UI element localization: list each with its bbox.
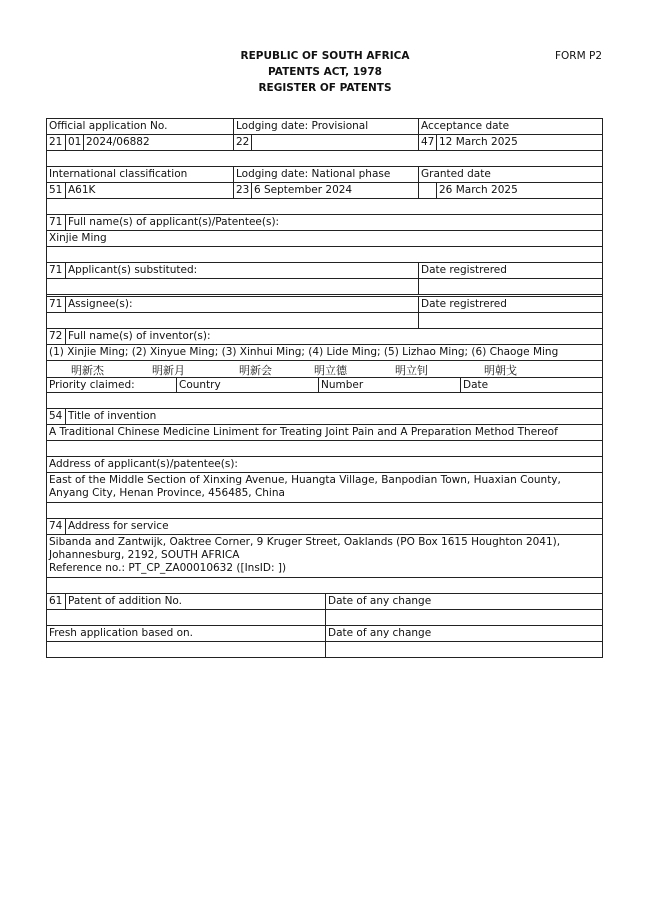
inventor-chinese-2: 明新月 <box>152 364 185 377</box>
provisional-date <box>251 135 418 150</box>
inventor-names-row <box>46 345 603 361</box>
addition-value-row <box>46 610 603 626</box>
applicant-label-row <box>46 215 603 231</box>
header-country: REPUBLIC OF SOUTH AFRICA <box>240 50 410 62</box>
assignee-label: Assignee(s): <box>65 297 418 312</box>
service-value-row <box>46 535 603 578</box>
title-value-row <box>46 425 603 441</box>
title-label-row <box>46 409 603 425</box>
fresh-change-label: Date of any change <box>325 626 604 641</box>
priority-date: Date <box>460 378 604 392</box>
addition-value <box>47 610 325 625</box>
header-act: PATENTS ACT, 1978 <box>268 66 382 78</box>
applicant-name: Xinjie Ming <box>49 232 107 244</box>
assignee-date <box>418 313 604 328</box>
inventor-chinese-3: 明新会 <box>239 364 272 377</box>
assignee-value <box>47 313 418 328</box>
code-23: 23 <box>233 183 251 198</box>
code-74: 74 <box>49 520 63 532</box>
code-71: 71 <box>49 298 63 310</box>
assignee-label-row <box>46 297 603 313</box>
granted-date: 26 March 2025 <box>436 183 604 198</box>
code-54: 54 <box>49 410 63 422</box>
spacer-row <box>46 441 603 457</box>
assignee-value-row <box>46 313 603 329</box>
lodging-provisional-label: Lodging date: Provisional <box>233 119 418 134</box>
spacer-row <box>46 503 603 519</box>
inventor-chinese-row <box>46 361 603 377</box>
code-71: 71 <box>49 264 63 276</box>
code-51: 51 <box>49 184 63 196</box>
service-line-1: Sibanda and Zantwijk, Oaktree Corner, 9 Kruger Street, Oaklands (PO Box 1615 Houghton 2041), <box>49 536 561 548</box>
fresh-change-date <box>325 642 604 657</box>
code-22: 22 <box>233 135 251 150</box>
substituted-value-row <box>46 279 603 295</box>
substituted-label: Applicant(s) substituted: <box>65 263 418 278</box>
applicant-value-row <box>46 231 603 247</box>
title-value: A Traditional Chinese Medicine Liniment for Treating Joint Pain and A Preparation Method Thereof <box>49 426 558 438</box>
service-label-row <box>46 519 603 535</box>
inventor-names: (1) Xinjie Ming; (2) Xinyue Ming; (3) Xinhui Ming; (4) Lide Ming; (5) Lizhao Ming; (6) Chaoge Ming <box>49 346 559 358</box>
priority-label: Priority claimed: <box>49 379 135 391</box>
spacer-row <box>46 393 603 409</box>
national-phase-date: 6 September 2024 <box>251 183 418 198</box>
address-label: Address of applicant(s)/patentee(s): <box>49 458 238 470</box>
inventor-label-row <box>46 329 603 345</box>
addition-label: Patent of addition No. <box>65 594 325 609</box>
spacer-row <box>46 199 603 215</box>
classification-value: A61K <box>65 183 233 198</box>
application-value-row <box>46 135 603 151</box>
service-address <box>47 535 602 577</box>
priority-number: Number <box>318 378 460 392</box>
addition-change-date <box>325 610 604 625</box>
code-61: 61 <box>49 595 63 607</box>
code-01: 01 <box>65 135 83 150</box>
acceptance-label: Acceptance date <box>418 119 604 134</box>
national-phase-label: Lodging date: National phase <box>233 167 418 182</box>
inventor-chinese-6: 明朝戈 <box>484 364 517 377</box>
code-71: 71 <box>49 216 63 228</box>
address-label-row <box>46 457 603 473</box>
classification-value-row <box>46 183 603 199</box>
substituted-date-label: Date registrered <box>418 263 604 278</box>
substituted-label-row <box>46 263 603 279</box>
address-value: East of the Middle Section of Xinxing Avenue, Huangta Village, Banpodian Town, Huaxian County, Anyang City, Henan Province, 456485, China <box>49 474 561 499</box>
inventor-chinese-1: 明新杰 <box>71 364 104 377</box>
inventor-label: Full name(s) of inventor(s): <box>65 329 604 344</box>
title-label: Title of invention <box>65 409 604 424</box>
service-label: Address for service <box>65 519 604 534</box>
applicant-label: Full name(s) of applicant(s)/Patentee(s): <box>65 215 604 230</box>
code-72: 72 <box>49 330 63 342</box>
acceptance-date: 12 March 2025 <box>436 135 604 150</box>
priority-row <box>46 377 603 393</box>
substituted-date <box>418 279 604 294</box>
fresh-value <box>47 642 325 657</box>
spacer-row <box>46 151 603 167</box>
form-code: FORM P2 <box>554 50 602 62</box>
code-47: 47 <box>418 135 436 150</box>
service-line-2: Johannesburg, 2192, SOUTH AFRICA <box>49 549 240 561</box>
code-21: 21 <box>49 136 63 148</box>
spacer-row <box>46 247 603 263</box>
classification-label: International classification <box>49 168 188 180</box>
spacer-row <box>46 578 603 594</box>
assignee-date-label: Date registrered <box>418 297 604 312</box>
register-table <box>46 118 603 658</box>
inventor-chinese-5: 明立钊 <box>395 364 428 377</box>
classification-label-row <box>46 167 603 183</box>
addition-label-row <box>46 594 603 610</box>
fresh-value-row <box>46 642 603 658</box>
official-application-label: Official application No. <box>49 120 168 132</box>
inventor-chinese-4: 明立德 <box>314 364 347 377</box>
granted-code-empty <box>418 183 436 198</box>
substituted-value <box>47 279 418 294</box>
fresh-label: Fresh application based on. <box>49 627 193 639</box>
addition-change-label: Date of any change <box>325 594 604 609</box>
granted-label: Granted date <box>418 167 604 182</box>
priority-country: Country <box>176 378 318 392</box>
service-line-3: Reference no.: PT_CP_ZA00010632 ([InsID: ]) <box>49 562 287 574</box>
application-number: 2024/06882 <box>83 135 233 150</box>
application-label-row <box>46 119 603 135</box>
address-value-row <box>46 473 603 503</box>
fresh-label-row <box>46 626 603 642</box>
header-register: REGISTER OF PATENTS <box>258 82 392 94</box>
